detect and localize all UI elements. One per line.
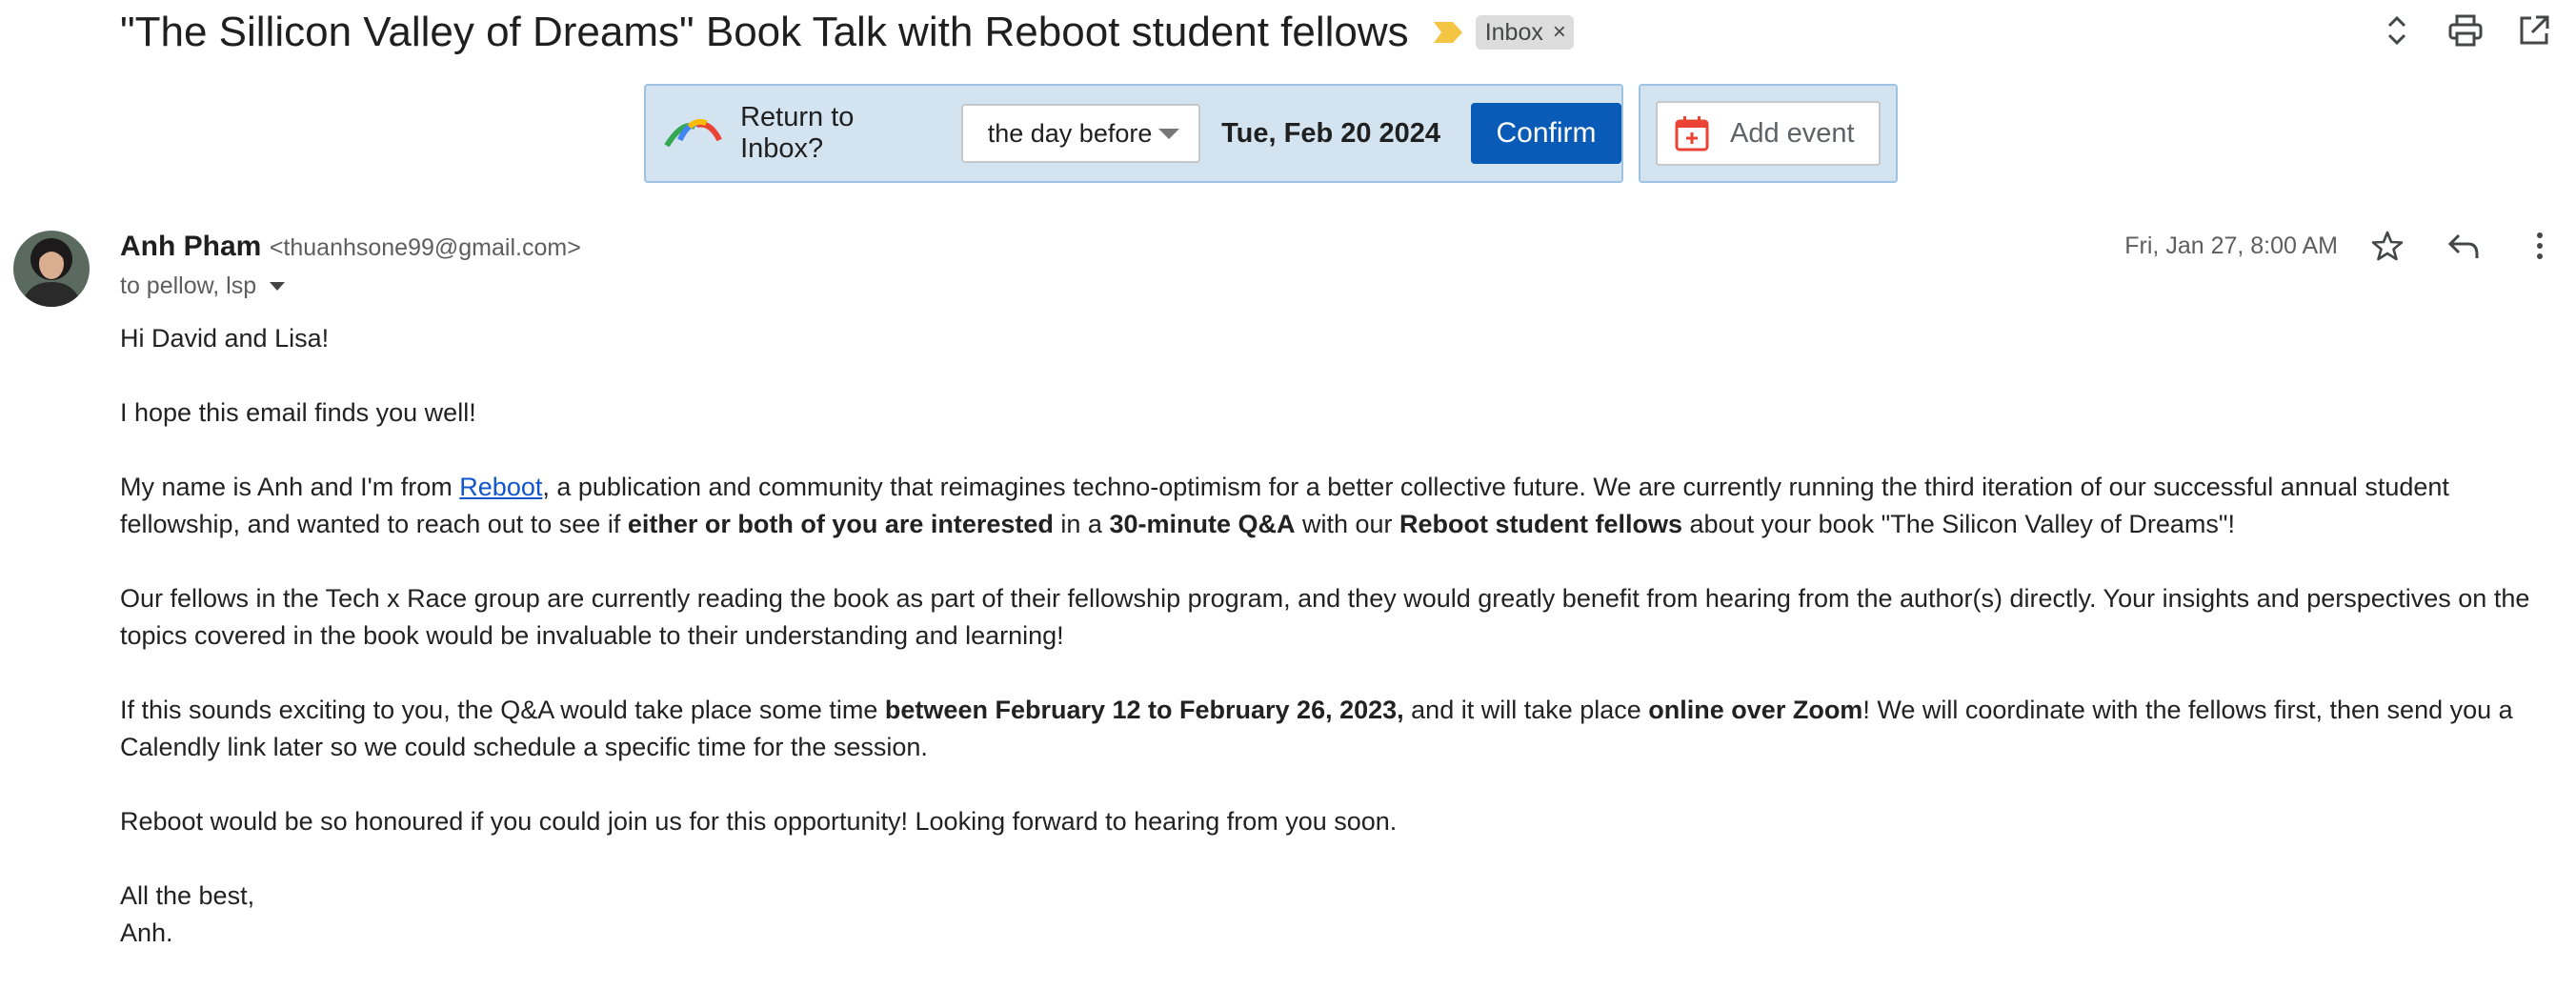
label-chip-inbox: [1476, 15, 1574, 50]
reply-icon[interactable]: [2443, 225, 2485, 267]
signature: Anh.: [120, 918, 173, 947]
text-run: with our: [1295, 510, 1400, 538]
bold-run: either or both of you are interested: [627, 510, 1054, 538]
sender-name[interactable]: Anh Pham: [120, 231, 262, 262]
chevron-down-icon: [270, 282, 285, 291]
text-run: about your book "The Silicon Valley of Dreams"!: [1682, 510, 2235, 538]
star-icon[interactable]: [2366, 225, 2408, 267]
text-run: , a publication and community that reimagines techno-optimism for a better collective future. We are currently running the third iteration of our successful annual student fellowship, and wanted to reach out to see if: [120, 473, 2449, 538]
text-run: If this sounds exciting to you, the Q&A would take place some time: [120, 696, 885, 724]
more-options-icon[interactable]: [2519, 225, 2561, 267]
text-run: and it will take place: [1403, 696, 1649, 724]
body-paragraph-5: Reboot would be so honoured if you could join us for this opportunity! Looking forward to hearing from you soon.: [120, 807, 1398, 836]
expand-all-icon[interactable]: [2378, 11, 2416, 50]
bold-run: Reboot student fellows: [1399, 510, 1683, 538]
boomerang-logo-icon: [661, 117, 727, 150]
bold-run: between February 12 to February 26, 2023,: [884, 696, 1404, 724]
text-run: My name is Anh and I'm from: [120, 473, 460, 501]
add-event-banner: [1639, 84, 1898, 183]
add-event-label: Add event: [1730, 117, 1855, 149]
text-run: ! We will coordinate with the fellows first, then send you a Calendly link later so we could schedule a specific time for the session.: [120, 696, 2513, 761]
body-paragraph-1: I hope this email finds you well!: [120, 398, 476, 427]
remove-label-button[interactable]: ×: [1552, 19, 1566, 45]
thread-actions: [2347, 11, 2553, 50]
email-subject: "The Sillicon Valley of Dreams" Book Talk with Reboot student fellows: [120, 9, 1409, 55]
return-date: Tue, Feb 20 2024: [1221, 117, 1441, 149]
reboot-link[interactable]: Reboot: [459, 473, 543, 501]
add-event-button[interactable]: [1656, 101, 1881, 166]
email-body: [120, 320, 2559, 952]
body-paragraph-4: [120, 692, 2559, 766]
return-to-inbox-label: Return to Inbox?: [740, 102, 855, 164]
closing: All the best,: [120, 881, 255, 910]
body-paragraph-2: [120, 469, 2559, 543]
return-timing-select[interactable]: [961, 104, 1200, 163]
open-in-new-window-icon[interactable]: [2515, 11, 2553, 50]
sender-line: [120, 231, 581, 263]
print-icon[interactable]: [2446, 11, 2485, 50]
calendar-add-icon: [1673, 114, 1711, 152]
recipients-text: to pellow, lsp: [120, 272, 257, 299]
message-meta: [2124, 225, 2576, 267]
text-run: in a: [1053, 510, 1110, 538]
greeting: Hi David and Lisa!: [120, 324, 330, 353]
subject-row: [120, 6, 1574, 59]
body-paragraph-3: Our fellows in the Tech x Race group are currently reading the book as part of their fellowship program, and they would greatly benefit from hearing from the author(s) directly. Your insights and perspectives on the topics covered in the book would be invaluable to their understanding and learning!: [120, 584, 2530, 650]
recipients-toggle[interactable]: [120, 272, 285, 300]
bold-run: 30-minute Q&A: [1109, 510, 1296, 538]
label-chip-text: Inbox: [1484, 18, 1543, 46]
bold-run: online over Zoom: [1648, 696, 1863, 724]
chevron-down-icon: [1158, 129, 1179, 139]
confirm-button[interactable]: Confirm: [1471, 103, 1621, 164]
return-to-inbox-banner: [644, 84, 1623, 183]
return-timing-value: the day before: [987, 118, 1153, 148]
sender-avatar[interactable]: [13, 231, 90, 307]
important-marker-icon[interactable]: [1434, 22, 1462, 43]
message-date: Fri, Jan 27, 8:00 AM: [2124, 232, 2338, 259]
sender-email: <thuanhsone99@gmail.com>: [269, 234, 581, 261]
